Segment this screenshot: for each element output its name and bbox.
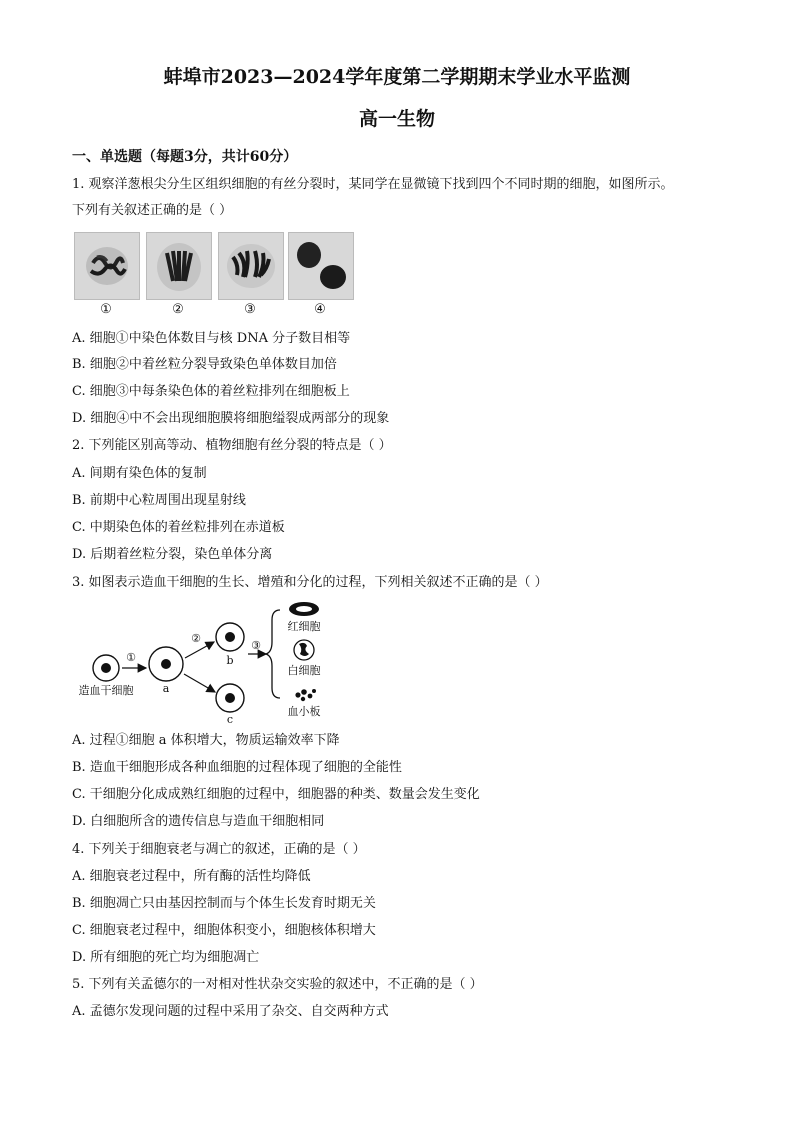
cell-a-label: a	[162, 682, 170, 695]
q5-stem: 5. 下列有关孟德尔的一对相对性状杂交实验的叙述中，不正确的是（ ）	[72, 977, 483, 992]
q1-option-b: B. 细胞②中着丝粒分裂导致染色单体数目加倍	[72, 357, 337, 372]
q1-option-c: C. 细胞③中每条染色体的着丝粒排列在细胞板上	[72, 384, 350, 399]
q2-stem: 2. 下列能区别高等动、植物细胞有丝分裂的特点是（ ）	[72, 438, 392, 453]
q4-option-a: A. 细胞衰老过程中，所有酶的活性均降低	[72, 869, 311, 884]
exam-title: 蚌埠市2023—2024学年度第二学期期末学业水平监测	[163, 66, 631, 88]
micrograph-cell-4	[288, 232, 354, 300]
white-cell-label: 白细胞	[287, 664, 321, 677]
micrograph-cell-1	[74, 232, 140, 300]
cell-c-label: c	[226, 713, 234, 726]
micrograph-label-1: ①	[100, 302, 112, 317]
q1-stem-line2: 下列有关叙述正确的是（ ）	[72, 203, 233, 218]
step-1-label: ①	[126, 651, 136, 664]
q3-option-c: C. 干细胞分化成成熟红细胞的过程中，细胞器的种类、数量会发生变化	[72, 787, 480, 802]
q4-option-c: C. 细胞衰老过程中，细胞体积变小，细胞核体积增大	[72, 923, 376, 938]
q3-option-d: D. 白细胞所含的遗传信息与造血干细胞相同	[72, 814, 325, 829]
micrograph-label-2: ②	[172, 302, 184, 317]
micrograph-label-4: ④	[314, 302, 326, 317]
q1-option-a: A. 细胞①中染色体数目与核 DNA 分子数目相等	[72, 331, 351, 346]
q3-differentiation-diagram	[74, 600, 374, 726]
q2-option-d: D. 后期着丝粒分裂，染色单体分离	[72, 547, 273, 562]
platelet-label: 血小板	[287, 705, 321, 718]
red-cell-label: 红细胞	[287, 620, 321, 633]
step-2-label: ②	[191, 632, 201, 645]
platelet-shape	[295, 689, 316, 701]
q2-option-b: B. 前期中心粒周围出现星射线	[72, 493, 246, 508]
micrograph-cell-2	[146, 232, 212, 300]
q4-stem: 4. 下列关于细胞衰老与凋亡的叙述，正确的是（ ）	[72, 842, 366, 857]
exam-subject: 高一生物	[358, 108, 435, 130]
q1-stem-line1: 1. 观察洋葱根尖分生区组织细胞的有丝分裂时，某同学在显微镜下找到四个不同时期的细胞，如图所示。	[72, 177, 674, 192]
stem-cell-label: 造血干细胞	[78, 684, 134, 697]
q2-option-a: A. 间期有染色体的复制	[72, 466, 207, 481]
q3-option-a: A. 过程①细胞 a 体积增大，物质运输效率下降	[72, 733, 340, 748]
brace	[266, 610, 280, 698]
micrograph-cell-3	[218, 232, 284, 300]
q4-option-d: D. 所有细胞的死亡均为细胞凋亡	[72, 950, 260, 965]
q1-option-d: D. 细胞④中不会出现细胞膜将细胞缢裂成两部分的现象	[72, 411, 390, 426]
cell-b-label: b	[226, 654, 234, 667]
q2-option-c: C. 中期染色体的着丝粒排列在赤道板	[72, 520, 285, 535]
q3-stem: 3. 如图表示造血干细胞的生长、增殖和分化的过程，下列相关叙述不正确的是（ ）	[72, 575, 548, 590]
q3-option-b: B. 造血干细胞形成各种血细胞的过程体现了细胞的全能性	[72, 760, 402, 775]
q5-option-a: A. 孟德尔发现问题的过程中采用了杂交、自交两种方式	[72, 1004, 389, 1019]
section-heading: 一、单选题（每题3分，共计60分）	[72, 149, 298, 165]
micrograph-label-3: ③	[244, 302, 256, 317]
q4-option-b: B. 细胞凋亡只由基因控制而与个体生长发育时期无关	[72, 896, 376, 911]
step-3-label: ③	[251, 639, 261, 652]
